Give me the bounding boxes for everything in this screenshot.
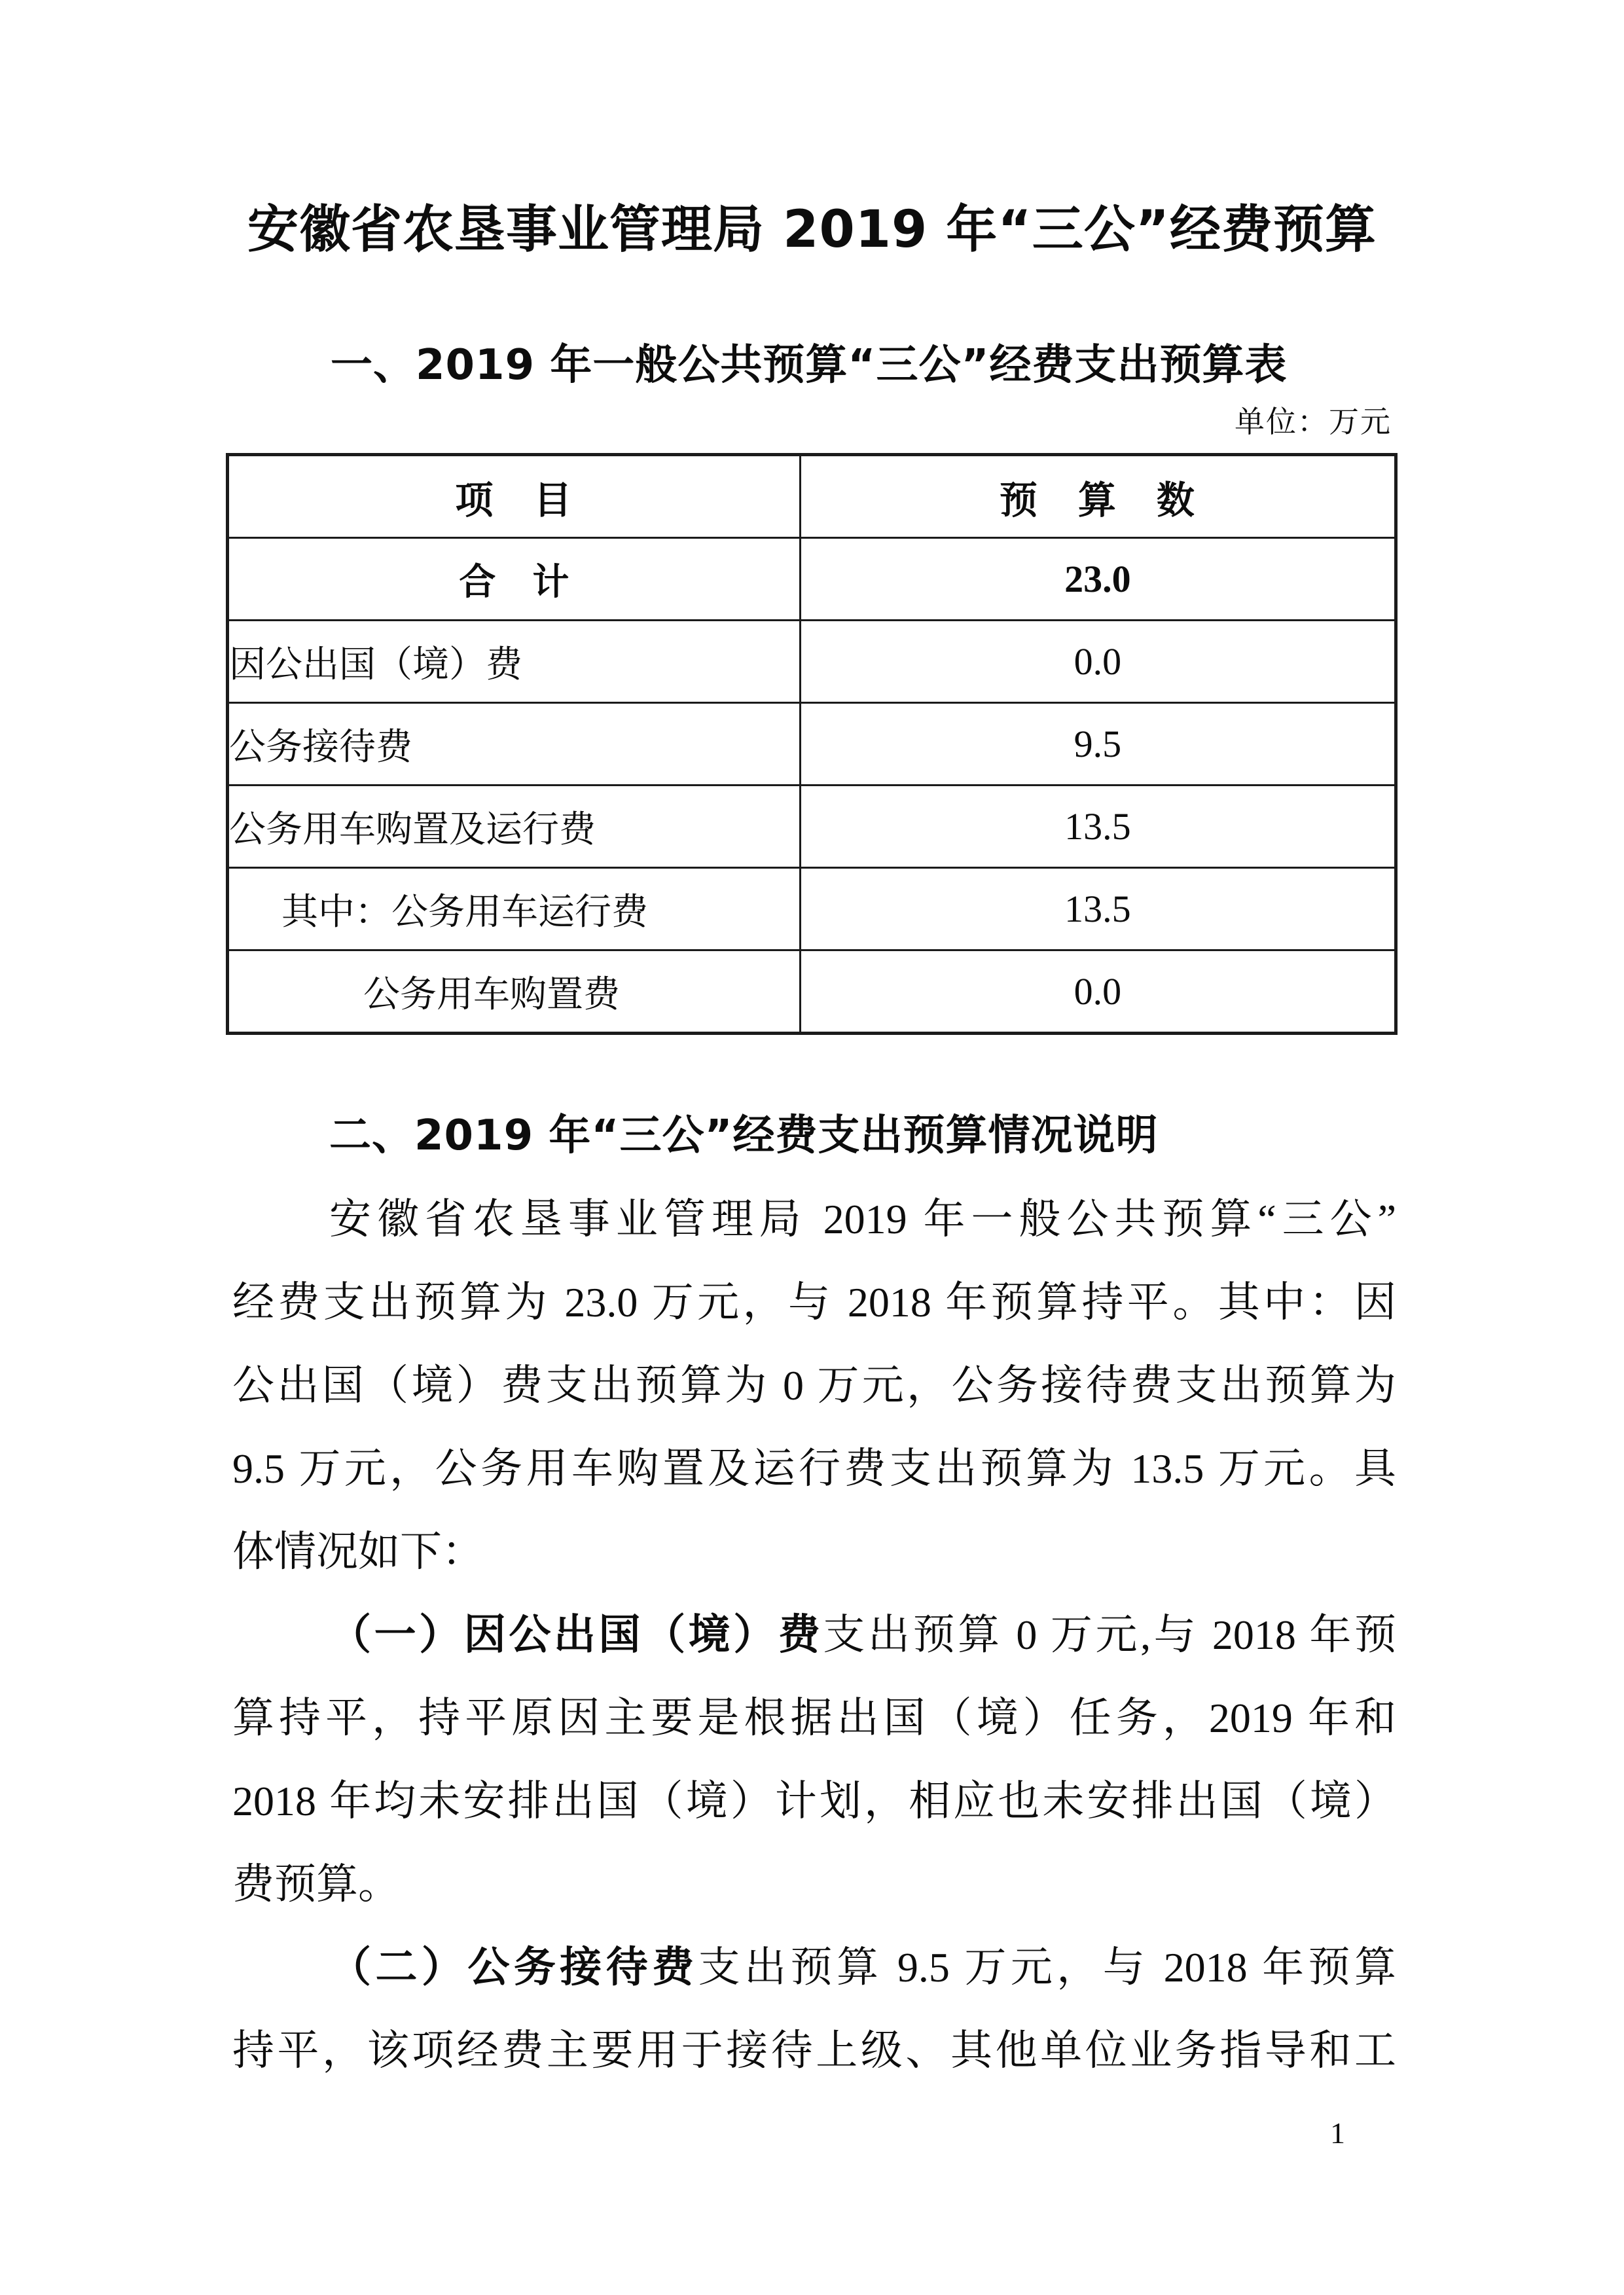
text-segment: 算持平，持平原因主要是根据出国（境）任务，2019 年和 <box>232 1695 1396 1741</box>
section1-heading: 一、2019 年一般公共预算“三公”经费支出预算表 <box>331 341 1288 389</box>
table-row <box>228 950 1396 1034</box>
text-segment: 9.5 万元，公务用车购置及运行费支出预算为 13.5 万元。具 <box>232 1445 1396 1492</box>
row-value: 9.5 <box>800 703 1396 786</box>
text-segment: 体情况如下： <box>232 1528 484 1575</box>
paragraph-line <box>232 1676 1396 1760</box>
paragraph-line <box>232 2009 1396 2092</box>
section2-heading: 二、2019 年“三公”经费支出预算情况说明 <box>329 1111 1159 1160</box>
paragraph-line <box>232 1843 1396 1926</box>
paragraph-line <box>232 1593 1396 1676</box>
row-label: 公务用车购置费 <box>228 950 801 1034</box>
table-row <box>228 621 1396 703</box>
text-segment: 2018 年均未安排出国（境）计划，相应也未安排出国（境） <box>232 1778 1396 1824</box>
table-column-header: 预 算 数 <box>800 455 1396 538</box>
paragraph-line <box>232 1261 1396 1344</box>
section2 <box>232 1094 1396 2092</box>
row-label: 公务用车购置及运行费 <box>228 786 801 868</box>
text-segment: 经费支出预算为 23.0 万元，与 2018 年预算持平。其中：因 <box>232 1279 1396 1326</box>
document-title: 安徽省农垦事业管理局 2019 年“三公”经费预算 <box>247 200 1377 259</box>
paragraph-line <box>232 1510 1396 1593</box>
text-segment: 公出国（境）费支出预算为 0 万元，公务接待费支出预算为 <box>232 1362 1396 1409</box>
row-value: 0.0 <box>800 621 1396 703</box>
row-label: 合 计 <box>228 538 801 621</box>
table-column-header: 项 目 <box>228 455 801 538</box>
page-number: 1 <box>1330 2116 1345 2150</box>
bold-text-segment: （二）公务接待费 <box>329 1943 698 1992</box>
bold-text-segment: （一）因公出国（境）费 <box>329 1611 823 1659</box>
budget-table <box>226 453 1398 1035</box>
text-segment: 费预算。 <box>232 1861 400 1907</box>
paragraph-line <box>232 1926 1396 2009</box>
row-label: 因公出国（境）费 <box>228 621 801 703</box>
table-header-row <box>228 455 1396 538</box>
table-row <box>228 703 1396 786</box>
paragraph-line <box>232 1344 1396 1427</box>
row-label: 公务接待费 <box>228 703 801 786</box>
row-value: 13.5 <box>800 786 1396 868</box>
paragraph-line <box>232 1427 1396 1510</box>
row-value: 13.5 <box>800 868 1396 950</box>
text-segment: 安徽省农垦事业管理局 2019 年一般公共预算“三公” <box>329 1196 1396 1242</box>
row-value: 23.0 <box>800 538 1396 621</box>
text-segment: 支出预算 9.5 万元，与 2018 年预算 <box>698 1944 1397 1991</box>
paragraph-line <box>232 1760 1396 1843</box>
table-row <box>228 868 1396 950</box>
text-segment: 持平，该项经费主要用于接待上级、其他单位业务指导和工 <box>232 2027 1396 2074</box>
table-row <box>228 538 1396 621</box>
paragraph-line <box>232 1178 1396 1261</box>
unit-note: 单位：万元 <box>1235 405 1392 439</box>
table-row <box>228 786 1396 868</box>
row-label: 其中：公务用车运行费 <box>228 868 801 950</box>
text-segment: 支出预算 0 万元,与 2018 年预 <box>823 1612 1397 1658</box>
row-value: 0.0 <box>800 950 1396 1034</box>
